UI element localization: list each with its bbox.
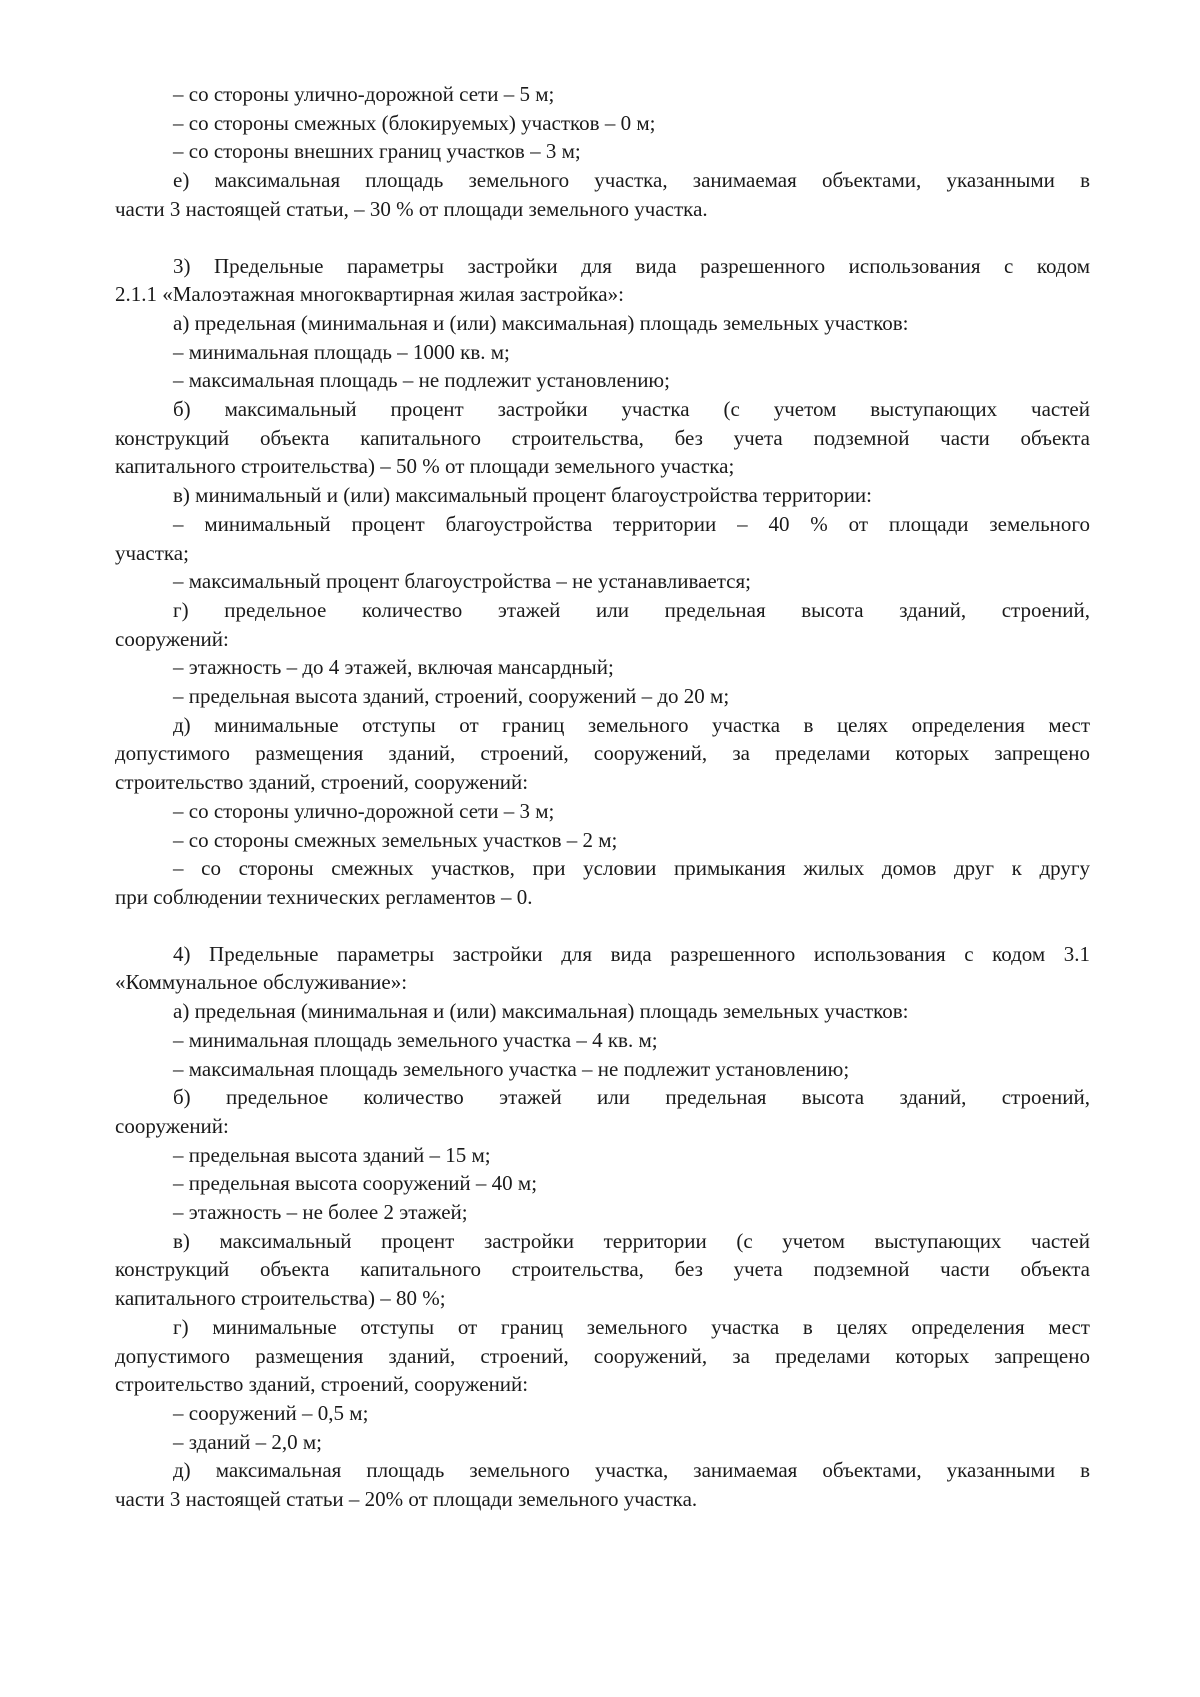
text-line: конструкций объекта капитального строительства, без учета подземной части объекта — [115, 425, 1090, 450]
text-line: в) минимальный и (или) максимальный процент благоустройства территории: — [173, 483, 872, 508]
text-line: «Коммунальное обслуживание»: — [115, 970, 408, 995]
text-line: части 3 настоящей статьи – 20% от площади земельного участка. — [115, 1487, 698, 1512]
text-line: – максимальный процент благоустройства – не устанавливается; — [173, 569, 751, 594]
text-line: – минимальный процент благоустройства территории – 40 % от площади земельного — [173, 511, 1090, 536]
text-line: строительство зданий, строений, сооружений: — [115, 1372, 529, 1397]
text-line: г) предельное количество этажей или предельная высота зданий, строений, — [173, 597, 1090, 622]
text-line: участка; — [115, 540, 189, 565]
section-4 — [115, 940, 1090, 1514]
text-line: сооружений: — [115, 626, 229, 651]
section-heading: 3) Предельные параметры застройки для вида разрешенного использования с кодом — [173, 253, 1090, 278]
text-line: – предельная высота зданий – 15 м; — [173, 1142, 491, 1167]
text-line: допустимого размещения зданий, строений, сооружений, за пределами которых запрещено — [115, 741, 1090, 766]
text-line: – со стороны смежных (блокируемых) участков – 0 м; — [173, 110, 656, 135]
text-line: а) предельная (минимальная и (или) максимальная) площадь земельных участков: — [173, 310, 909, 335]
text-line: б) максимальный процент застройки участка (с учетом выступающих частей — [173, 397, 1090, 422]
text-line: д) минимальные отступы от границ земельного участка в целях определения мест — [173, 712, 1090, 737]
text-line: – со стороны улично-дорожной сети – 3 м; — [173, 798, 555, 823]
paragraph-gap — [115, 912, 1090, 940]
text-line: конструкций объекта капитального строительства, без учета подземной части объекта — [115, 1257, 1090, 1282]
text-line: д) максимальная площадь земельного участка, занимаемая объектами, указанными в — [173, 1458, 1090, 1483]
text-line: капитального строительства) – 50 % от площади земельного участка; — [115, 454, 735, 479]
text-line: – предельная высота сооружений – 40 м; — [173, 1171, 538, 1196]
section-3 — [115, 252, 1090, 912]
text-line: капитального строительства) – 80 %; — [115, 1286, 446, 1311]
text-line: – со стороны улично-дорожной сети – 5 м; — [173, 82, 555, 106]
text-line: г) минимальные отступы от границ земельного участка в целях определения мест — [173, 1314, 1090, 1339]
text-line: – этажность – не более 2 этажей; — [173, 1200, 468, 1225]
text-line: строительство зданий, строений, сооружений: — [115, 770, 529, 795]
text-line: а) предельная (минимальная и (или) максимальная) площадь земельных участков: — [173, 999, 909, 1024]
text-line: – со стороны смежных земельных участков – 2 м; — [173, 827, 618, 852]
text-line: – со стороны смежных участков, при условии примыкания жилых домов друг к другу — [173, 856, 1090, 881]
text-line: – со стороны внешних границ участков – 3 м; — [173, 139, 581, 164]
text-line: допустимого размещения зданий, строений, сооружений, за пределами которых запрещено — [115, 1343, 1090, 1368]
text-line: – максимальная площадь земельного участка – не подлежит установлению; — [173, 1056, 850, 1081]
text-line: – минимальная площадь – 1000 кв. м; — [173, 339, 510, 364]
text-line: в) максимальный процент застройки территории (с учетом выступающих частей — [173, 1228, 1090, 1253]
text-line: – предельная высота зданий, строений, сооружений – до 20 м; — [173, 684, 730, 709]
paragraph-gap — [115, 224, 1090, 252]
text-line: – этажность – до 4 этажей, включая мансардный; — [173, 655, 614, 680]
text-line: сооружений: — [115, 1113, 229, 1138]
section-2-tail — [115, 80, 1090, 224]
text-line: – зданий – 2,0 м; — [173, 1429, 323, 1454]
text-line: части 3 настоящей статьи, – 30 % от площади земельного участка. — [115, 196, 708, 221]
text-line: – минимальная площадь земельного участка – 4 кв. м; — [173, 1027, 658, 1052]
text-line: при соблюдении технических регламентов – 0. — [115, 884, 533, 909]
document-page — [115, 80, 1090, 1514]
text-line: е) максимальная площадь земельного участка, занимаемая объектами, указанными в — [173, 168, 1090, 193]
text-line: 2.1.1 «Малоэтажная многоквартирная жилая застройка»: — [115, 282, 624, 307]
text-line: б) предельное количество этажей или предельная высота зданий, строений, — [173, 1085, 1090, 1110]
text-line: – максимальная площадь – не подлежит установлению; — [173, 368, 670, 393]
text-line: – сооружений – 0,5 м; — [173, 1400, 369, 1425]
section-heading: 4) Предельные параметры застройки для вида разрешенного использования с кодом 3.1 — [173, 941, 1090, 966]
